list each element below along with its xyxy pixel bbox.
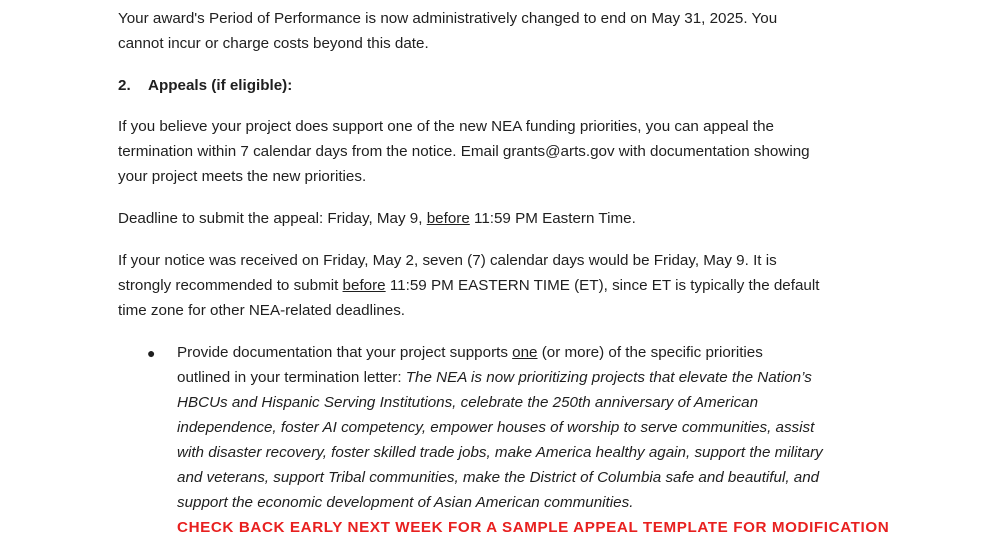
appeal-info-paragraph [118, 114, 810, 189]
deadline-paragraph [118, 206, 636, 231]
bullet-underlined: one [512, 344, 538, 361]
paragraph-line: If you believe your project does support one of the new NEA funding priorities, you can appeal the [118, 118, 775, 135]
bullet-line-italic: and veterans, support Tribal communities, make the District of Columbia safe and beautiful, and [177, 469, 820, 486]
paragraph-line-prefix: strongly recommended to submit [118, 277, 343, 294]
deadline-prefix: Deadline to submit the appeal: Friday, May 9, [118, 210, 427, 227]
period-of-performance-paragraph [118, 6, 777, 56]
heading-number: 2. [118, 77, 131, 94]
deadline-underlined: before [426, 210, 470, 227]
heading-title: Appeals (if eligible): [148, 77, 293, 94]
bullet-marker-icon: ● [147, 345, 156, 361]
bullet-line-italic: independence, foster AI competency, empower houses of worship to serve communities, assist [177, 419, 815, 436]
bullet-line-plain: outlined in your termination letter: [177, 369, 406, 386]
paragraph-line: Your award's Period of Performance is now administratively changed to end on May 31, 2025. You [118, 10, 778, 27]
bullet-line-italic: with disaster recovery, foster skilled trade jobs, make America healthy again, support the military [177, 444, 823, 461]
recommendation-underlined: before [342, 277, 386, 294]
paragraph-line: If your notice was received on Friday, May 2, seven (7) calendar days would be Friday, May 9. It is [118, 252, 777, 269]
recommendation-paragraph [118, 248, 819, 323]
paragraph-line-suffix: 11:59 PM EASTERN TIME (ET), since ET is typically the default [385, 277, 820, 294]
bullet-line-suffix: (or more) of the specific priorities [537, 344, 763, 361]
bullet-line-italic: support the economic development of Asian American communities. [177, 494, 634, 511]
paragraph-line: cannot incur or charge costs beyond this date. [118, 35, 429, 52]
bullet-line-italic: The NEA is now prioritizing projects that elevate the Nation’s [405, 369, 812, 386]
bullet-line-prefix: Provide documentation that your project supports [177, 344, 513, 361]
paragraph-line: termination within 7 calendar days from the notice. Email grants@arts.gov with documentation showing [118, 143, 810, 160]
appeals-heading [118, 73, 292, 98]
deadline-suffix: 11:59 PM Eastern Time. [469, 210, 636, 227]
bullet-line-italic: HBCUs and Hispanic Serving Institutions, celebrate the 250th anniversary of American [177, 394, 759, 411]
paragraph-line: your project meets the new priorities. [118, 168, 367, 185]
cutoff-red-notice: CHECK BACK EARLY NEXT WEEK FOR A SAMPLE APPEAL TEMPLATE FOR MODIFICATION [177, 519, 890, 536]
bullet-list-item [177, 340, 823, 515]
paragraph-line: time zone for other NEA-related deadlines. [118, 302, 406, 319]
